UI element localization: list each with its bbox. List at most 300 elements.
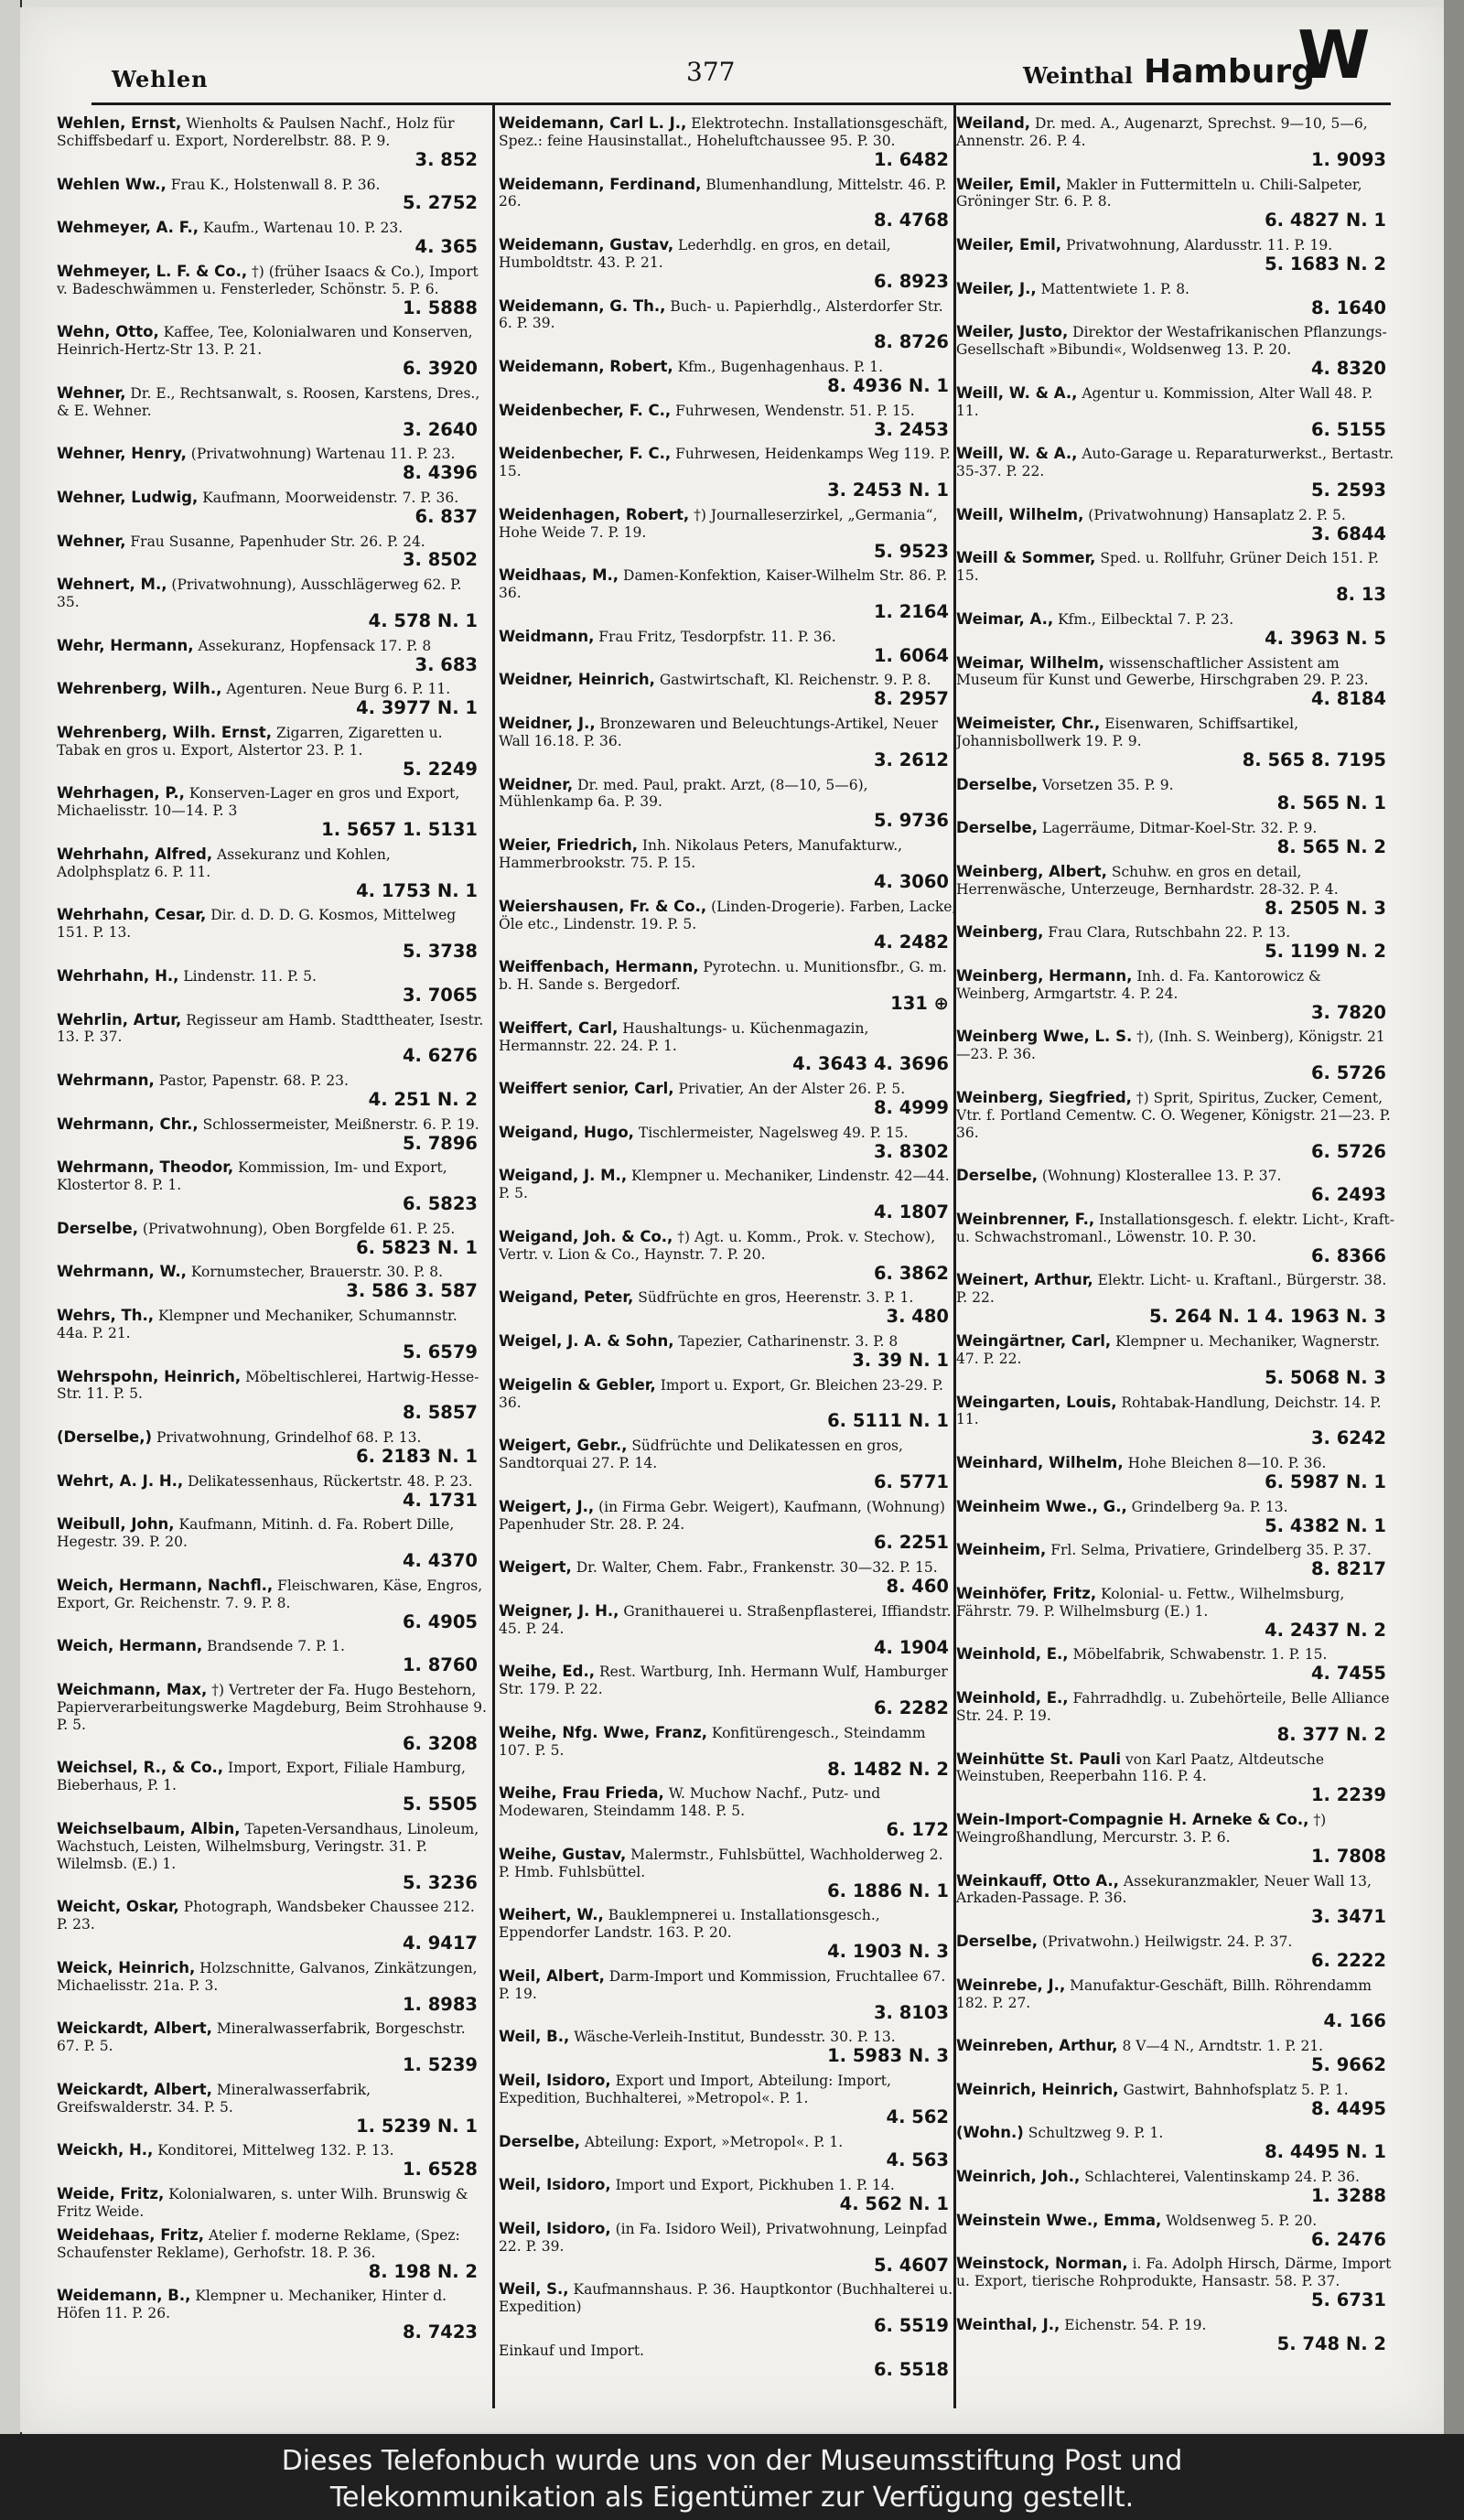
entry-details: Mineralwasserfabrik, Greifswalderstr. 34. P. 5. [57,2081,371,2116]
directory-entry [57,1758,487,1819]
entry-line [499,507,958,542]
directory-entry [499,175,958,236]
entry-name: Weiershausen, Fr. & Co., [499,897,707,915]
telephone-number: 6. 5519 [873,2315,949,2337]
telephone-number: 1. 9093 [1310,148,1386,170]
entry-details: Regisseur am Hamb. Stadttheater, Isestr. 13. P. 37. [57,1011,484,1046]
entry-details: Installationsgesch. f. elektr. Licht-, Kraft- u. Schwachstromanl., Löwenstr. 10. P. 30. [956,1211,1394,1245]
telephone-number: 8. 565 N. 1 [1276,792,1386,814]
entry-name: Weickardt, Albert, [57,2019,212,2038]
entry-line [57,1960,487,1995]
entry-line [57,785,487,820]
entry-name: Weidenbecher, F. C., [499,445,672,463]
entry-details: Inh. Nikolaus Peters, Manufakturw., Hammerbrookstr. 75. P. 15. [499,837,903,871]
entry-line [57,220,487,237]
directory-entry [499,2071,958,2132]
telephone-number: 4. 562 [886,2105,949,2127]
entry-line [57,576,487,611]
entry-name: Weigelin & Gebler, [499,1375,656,1394]
telephone-number: 6. 2222 [1310,1949,1386,1971]
entry-line [956,1395,1395,1429]
telephone-number: 6. 2282 [873,1697,949,1719]
entry-line [956,1212,1395,1246]
telephone-number: 3. 683 [414,653,478,675]
directory-entry [57,113,487,175]
telephone-number: 8. 377 N. 2 [1276,1723,1386,1745]
telephone-number: 1. 5657 1. 5131 [321,819,478,841]
entry-details: Frau Susanne, Papenhuder Str. 26. P. 24. [130,533,425,550]
telephone-number: 5. 5068 N. 3 [1265,1366,1386,1388]
entry-name: Weidner, [499,775,574,793]
entry-line [499,177,958,211]
directory-entry [499,714,958,775]
entry-line [499,1725,958,1760]
entry-name: Wehlen, Ernst, [57,114,182,132]
entry-line [499,1289,958,1307]
directory-entry [57,575,487,636]
entry-details: Privatwohnung, Grindelhof 68. P. 13. [156,1429,422,1447]
entry-details: Photograph, Wandsbeker Chaussee 212. P. 23. [57,1899,475,1933]
directory-entry [956,1688,1395,1750]
entry-line [956,2317,1395,2334]
entry-line [499,1785,958,1820]
entry-name: Weidner, Heinrich, [499,671,655,689]
entry-name: Wehner, Ludwig, [57,488,199,506]
entry-details: Import u. Export, Gr. Bleichen 23-29. P. 36. [499,1376,943,1411]
directory-entry [499,444,958,505]
telephone-number: 1. 8760 [402,1654,478,1676]
entry-details: (Privatwohnung) Hansaplatz 2. P. 5. [1088,506,1346,523]
entry-name: Wehrs, Th., [57,1306,155,1324]
telephone-number: 1. 3288 [1310,2184,1386,2206]
entry-details: Fuhrwesen, Wendenstr. 51. P. 15. [675,402,915,419]
directory-entry [57,723,487,784]
entry-name: Weiffert, Carl, [499,1018,619,1037]
directory-entry [57,1262,487,1306]
entry-name: Weickardt, Albert, [57,2080,212,2098]
entry-name: Weibull, John, [57,1515,175,1534]
entry-line [57,1159,487,1194]
entry-line [956,177,1395,211]
entry-details: Hohe Bleichen 8—10. P. 36. [1127,1455,1327,1472]
entry-details: †) Journalleserzirkel, „Germania“, Hohe Weide 7. P. 19. [499,506,938,541]
entry-details: Elektrotechn. Installationsgeschäft, Spez.: feine Hausinstallat., Hoheluftchaussee 95. P. 30. [499,115,948,149]
entry-name: Weingarten, Louis, [956,1393,1117,1411]
entry-details: Tapezier, Catharinenstr. 3. P. 8 [678,1333,899,1350]
entry-line [956,1873,1395,1908]
entry-name: Weickh, H., [57,2141,154,2159]
entry-line [57,1516,487,1551]
entry-details: Vorsetzen 35. P. 9. [1041,776,1174,793]
entry-details: Privatwohnung, Alardusstr. 11. P. 19. [1066,237,1333,254]
right-page-edge [1444,0,1464,2434]
entry-line [57,2142,487,2159]
entry-name: Weick, Heinrich, [57,1958,196,1976]
directory-entry [956,548,1395,609]
telephone-number: 6. 3920 [402,358,478,380]
entry-name: Weichmann, Max, [57,1680,208,1698]
entry-line [956,611,1395,629]
telephone-number: 4. 166 [1323,2010,1386,2032]
entry-line [956,550,1395,585]
directory-entry [499,1845,958,1906]
directory-entry [956,818,1395,862]
directory-entry [499,1079,958,1123]
directory-entry [956,2254,1395,2315]
telephone-number: 4. 1904 [873,1636,949,1658]
entry-line [956,1499,1395,1516]
directory-entry [956,1871,1395,1933]
entry-details: Export und Import, Abteilung: Import, Expedition, Buchhalterei, »Metropol«. P. 1. [499,2072,891,2106]
entry-name: Wehner, Henry, [57,445,187,463]
directory-entry [499,1166,958,1227]
directory-entry [499,2219,958,2280]
entry-name: Weill & Sommer, [956,549,1096,567]
telephone-number: 3. 852 [414,148,478,170]
entry-details: Dr. med. Paul, prakt. Arzt, (8—10, 5—6), Mühlenkamp 6a. P. 39. [499,776,868,811]
entry-name: Wein-Import-Compagnie H. Arneke & Co., [956,1811,1309,1829]
telephone-number: 8. 4768 [873,210,949,232]
entry-details: Dr. Walter, Chem. Fabr., Frankenstr. 30—32. P. 15. [576,1559,938,1577]
entry-line [499,2281,958,2316]
entry-name: Weidemann, Carl L. J., [499,114,687,132]
entry-line [57,1578,487,1612]
entry-line [956,968,1395,1003]
directory-entry [956,1331,1395,1393]
entry-name: Weigand, Joh. & Co., [499,1227,673,1245]
entry-name: Weinrebe, J., [956,1976,1066,1994]
telephone-number: 5. 2593 [1310,479,1386,501]
left-book-gutter [0,0,22,2434]
entry-details: Lindenstr. 11. P. 5. [183,967,317,985]
entry-details: Möbeltischlerei, Hartwig-Hesse-Str. 11. P. 5. [57,1368,479,1403]
entry-details: Malermstr., Fuhlsbüttel, Wachholderweg 2. P. Hmb. Fuhlsbüttel. [499,1846,943,1880]
entry-line [956,1812,1395,1847]
directory-entry [956,653,1395,715]
telephone-number: 4. 6276 [402,1045,478,1067]
entry-details: Dr. med. A., Augenarzt, Sprechst. 9—10, 5—6, Annenstr. 26. P. 4. [956,115,1368,149]
directory-entry [956,1270,1395,1331]
entry-line [499,2029,958,2046]
telephone-number: 5. 9736 [873,810,949,832]
telephone-number: 4. 3963 N. 5 [1265,627,1386,649]
directory-entry [956,2080,1395,2124]
entry-name: Weinhütte St. Pauli [956,1750,1122,1768]
entry-details: Sped. u. Rollfuhr, Grüner Deich 151. P. 15. [956,550,1379,585]
entry-name: Weinberg, [956,923,1044,942]
telephone-number: 8. 1482 N. 2 [827,1758,949,1780]
telephone-number: 131 ⊕ [890,992,949,1014]
entry-name: Wehrhahn, H., [57,966,179,985]
directory-entry [57,966,487,1010]
directory-entry [956,1750,1395,1811]
telephone-number: 3. 586 3. 587 [346,1280,478,1302]
entry-line [956,1586,1395,1621]
entry-details: Dr. E., Rechtsanwalt, s. Roosen, Karstens, Dres., & E. Wehner. [57,384,480,419]
telephone-number: 4. 3060 [873,870,949,892]
entry-name: Weidemann, Robert, [499,358,673,376]
entry-details: Kolonial- u. Fettw., Wilhelmsburg, Fährstr. 79. P. Wilhelmsburg (E.) 1. [956,1585,1345,1620]
entry-line [57,2020,487,2055]
telephone-number: 8. 2505 N. 3 [1265,897,1386,919]
entry-name: Weich, Hermann, [57,1637,203,1655]
entry-details: Südfrüchte en gros, Heerenstr. 3. P. 1. [638,1289,914,1307]
page-header [92,16,1391,105]
entry-details: †) Vertreter der Fa. Hugo Bestehorn, Papierverarbeitungswerke Magdeburg, Beim Strohhause 9. P. 5. [57,1681,487,1733]
entry-details: Damen-Konfektion, Kaiser-Wilhelm Str. 86. P. 36. [499,567,948,602]
entry-details: Inh. d. Fa. Kantorowicz & Weinberg, Armgartstr. 4. P. 24. [956,967,1321,1002]
entry-line [956,1542,1395,1559]
entry-name: Weinheim Wwe., G., [956,1497,1127,1515]
entry-details: Kommission, Im- und Export, Klostertor 8. P. 1. [57,1159,447,1194]
telephone-number: 1. 8983 [402,1993,478,2015]
directory-entry [57,1427,487,1471]
telephone-number: 1. 5239 N. 1 [356,2115,478,2137]
entry-line [57,385,487,420]
directory-entry [956,2211,1395,2255]
telephone-number: 5. 9662 [1310,2054,1386,2076]
directory-entry [57,1958,487,2019]
entry-details: Eisenwaren, Schiffsartikel, Johannisbollwerk 19. P. 9. [956,716,1299,749]
telephone-number: 6. 2493 [1310,1184,1386,1206]
entry-line [956,2082,1395,2099]
entry-line [499,2177,958,2194]
entry-name: (Derselbe,) [57,1428,153,1447]
entry-line [57,1899,487,1933]
directory-entry [499,1436,958,1497]
entry-line [956,237,1395,254]
telephone-number: 5. 6731 [1310,2289,1386,2311]
entry-name: Wehrmann, Chr., [57,1115,199,1133]
header-letter: W [1297,16,1371,93]
entry-name: Weil, Isidoro, [499,2176,611,2194]
directory-entry [57,636,487,680]
directory-entry [956,1027,1395,1088]
entry-line [499,115,958,150]
entry-details: (Wohnung) Klosterallee 13. P. 37. [1041,1168,1282,1185]
directory-entry [57,1680,487,1758]
entry-name: Wehn, Otto, [57,323,159,341]
telephone-number: 5. 3738 [402,941,478,963]
directory-entry [57,1219,487,1263]
entry-name: Weinkauff, Otto A., [956,1871,1119,1890]
entry-name: Weigert, J., [499,1497,595,1515]
entry-details: Grindelberg 9a. P. 13. [1131,1498,1288,1515]
entry-line [499,2134,958,2151]
entry-name: Weil, S., [499,2280,569,2299]
entry-line [57,638,487,655]
entry-details: Elektr. Licht- u. Kraftanl., Bürgerstr. 38. P. 22. [956,1272,1387,1307]
telephone-number: 8. 4495 N. 1 [1265,2141,1386,2163]
entry-details: Konditorei, Mittelweg 132. P. 13. [157,2142,394,2159]
entry-details: wissenschaftlicher Assistent am Museum für Kunst und Gewerbe, Hirschgraben 29. P. 23. [956,654,1369,689]
entry-details: Kornumstecher, Brauerstr. 30. P. 8. [190,1264,444,1281]
entry-details: Rohtabak-Handlung, Deichstr. 14. P. 11. [956,1394,1382,1428]
entry-line [956,864,1395,899]
telephone-number: 6. 8366 [1310,1244,1386,1266]
directory-entry [499,235,958,296]
entry-line [956,1168,1395,1185]
directory-entry [499,296,958,358]
directory-entry [57,1367,487,1428]
entry-line [57,324,487,359]
directory-entry [57,322,487,383]
directory-entry [499,505,958,566]
directory-entry [499,2027,958,2071]
entry-line [956,1933,1395,1951]
telephone-number: 4. 563 [886,2149,949,2171]
entry-name: Weimar, A., [956,609,1054,628]
entry-details: Kaufmann, Moorweidenstr. 7. P. 36. [202,489,459,506]
entry-line [57,177,487,194]
telephone-number: 8. 8217 [1310,1558,1386,1580]
entry-name: Weigand, Hugo, [499,1123,634,1141]
entry-name: Weinert, Arthur, [956,1271,1093,1289]
directory-entry [956,383,1395,445]
entry-line [57,264,487,298]
directory-entry [57,262,487,323]
directory-entry [956,505,1395,549]
entry-name: Wehrt, A. J. H., [57,1471,184,1490]
entry-details: Fahrradhdlg. u. Zubehörteile, Belle Alliance Str. 24. P. 19. [956,1689,1390,1724]
directory-entry [956,279,1395,323]
entry-name: Weidemann, Gustav, [499,236,674,254]
telephone-number: 1. 7808 [1310,1845,1386,1867]
directory-entry [499,1662,958,1723]
entry-details: Pastor, Papenstr. 68. P. 23. [158,1072,349,1090]
entry-line [57,1369,487,1404]
entry-name: Weil, B., [499,2028,570,2046]
entry-details: Schultzweg 9. P. 1. [1028,2125,1164,2142]
entry-name: Weigert, Gebr., [499,1437,628,1455]
telephone-number: 3. 2453 N. 1 [827,479,949,501]
entry-line [499,1377,958,1412]
directory-entry [499,1601,958,1663]
telephone-number: 4. 562 N. 1 [839,2193,949,2215]
footer-line: Dieses Telefonbuch wurde uns von der Museumsstiftung Post und [281,2445,1183,2477]
entry-line [956,820,1395,837]
entry-details: Import, Export, Filiale Hamburg, Bieberhaus, P. 1. [57,1760,466,1794]
entry-line [956,507,1395,524]
entry-line [956,1690,1395,1725]
entry-line [499,1168,958,1202]
telephone-number: 1. 5888 [402,296,478,318]
entry-details: i. Fa. Adolph Hirsch, Därme, Import u. Export, tierische Rohprodukte, Hansastr. 58. P. 37. [956,2256,1392,2290]
directory-entry [499,357,958,401]
telephone-number: 8. 2957 [873,688,949,710]
directory-entry [499,957,958,1018]
telephone-number: 3. 2640 [402,418,478,440]
entry-name: Weigert, [499,1558,572,1577]
telephone-number: 6. 5823 N. 1 [356,1236,478,1258]
telephone-number: 5. 1199 N. 2 [1265,941,1386,963]
entry-details: Konfitürengesch., Steindamm 107. P. 5. [499,1724,926,1759]
entry-line [956,385,1395,420]
entry-name: Weil, Albert, [499,1966,605,1985]
entry-name: Wehrmann, Theodor, [57,1158,234,1177]
entry-name: Weihert, W., [499,1906,604,1924]
directory-entry [57,532,487,576]
directory-entry [956,235,1395,279]
header-first-entry: Wehlen [112,66,209,92]
telephone-number: 1. 6064 [873,644,949,666]
entry-name: Weimeister, Chr., [956,715,1101,733]
telephone-number: 3. 480 [886,1306,949,1328]
directory-entry [956,1584,1395,1645]
entry-details: (in Fa. Isidoro Weil), Privatwohnung, Leinpfad 22. P. 39. [499,2220,948,2255]
directory-entry [956,1166,1395,1210]
entry-line [499,629,958,646]
entry-line [499,1847,958,1881]
telephone-number: 6. 4905 [402,1610,478,1632]
entry-line [57,2288,487,2322]
directory-entry [956,2315,1395,2359]
directory-entry [956,2167,1395,2211]
entry-name: Weihe, Frau Frieda, [499,1784,664,1803]
entry-details: (Privatwohn.) Heilwigstr. 24. P. 37. [1041,1933,1293,1951]
entry-line [956,1272,1395,1307]
directory-entry [956,444,1395,505]
telephone-number: 4. 8320 [1310,358,1386,380]
entry-name: Derselbe, [956,1933,1038,1951]
entry-line [57,1638,487,1655]
entry-name: Wehnert, M., [57,576,167,594]
entry-line [57,1072,487,1090]
telephone-number: 4. 1753 N. 1 [356,879,478,901]
directory-entry [499,1557,958,1601]
directory-entry [57,2019,487,2080]
entry-name: Weidehaas, Fritz, [57,2225,205,2244]
directory-entry [57,175,487,219]
directory-entry [956,1976,1395,2037]
telephone-number: 4. 8184 [1310,688,1386,710]
entry-details: Wäsche-Verleih-Institut, Bundesstr. 30. P. 13. [574,2029,896,2046]
telephone-number: 4. 578 N. 1 [368,609,478,631]
entry-details: Lederhdlg. en gros, en detail, Humboldtstr. 43. P. 21. [499,237,891,271]
telephone-number: 8. 13 [1336,584,1386,606]
entry-line [57,2082,487,2116]
entry-details: Direktor der Westafrikanischen Pflanzungs-Gesellschaft »Bibundi«, Woldsenweg 13. P. 20. [956,324,1387,359]
directory-entry [956,1644,1395,1688]
telephone-number: 8. 4999 [873,1097,949,1119]
entry-line [956,716,1395,750]
entry-name: Wehrspohn, Heinrich, [57,1367,242,1385]
directory-entry [956,1810,1395,1871]
directory-entry [499,1783,958,1845]
entry-name: Weigner, J. H., [499,1601,619,1620]
entry-details: Schlachterei, Valentinskamp 24. P. 36. [1084,2169,1360,2185]
directory-entry [499,835,958,897]
entry-details: Tapeten-Versandhaus, Linoleum, Wachstuch, Leisten, Wilhelmsburg, Veringstr. 31. P. Wilelmsb. (E.) 1. [57,1820,479,1872]
telephone-number: 1. 5239 [402,2054,478,2076]
directory-entry [57,1158,487,1219]
entry-line [57,2186,487,2221]
entry-name: Weinrich, Joh., [956,2168,1081,2185]
footer-notice [0,2434,1464,2520]
entry-details: (Privatwohnung) Wartenau 11. P. 23. [190,446,456,463]
entry-details: Gastwirt, Bahnhofsplatz 5. P. 1. [1123,2081,1349,2098]
entry-name: Weihe, Gustav, [499,1845,627,1863]
entry-details: Bronzewaren und Beleuchtungs-Artikel, Neuer Wall 16.18. P. 36. [499,716,938,749]
directory-entry [956,2123,1395,2167]
telephone-number: 8. 4495 [1310,2097,1386,2119]
entry-details: †) Sprit, Spiritus, Zucker, Cement, Vtr. f. Portland Cementw. C. O. Wegener, Königstr. 21—23. P. 36. [956,1089,1391,1141]
entry-name: Wehmeyer, L. F. & Co., [57,262,248,280]
entry-line [57,681,487,698]
entry-line [956,2169,1395,2186]
telephone-number: 5. 2752 [402,192,478,214]
directory-entry [499,627,958,671]
